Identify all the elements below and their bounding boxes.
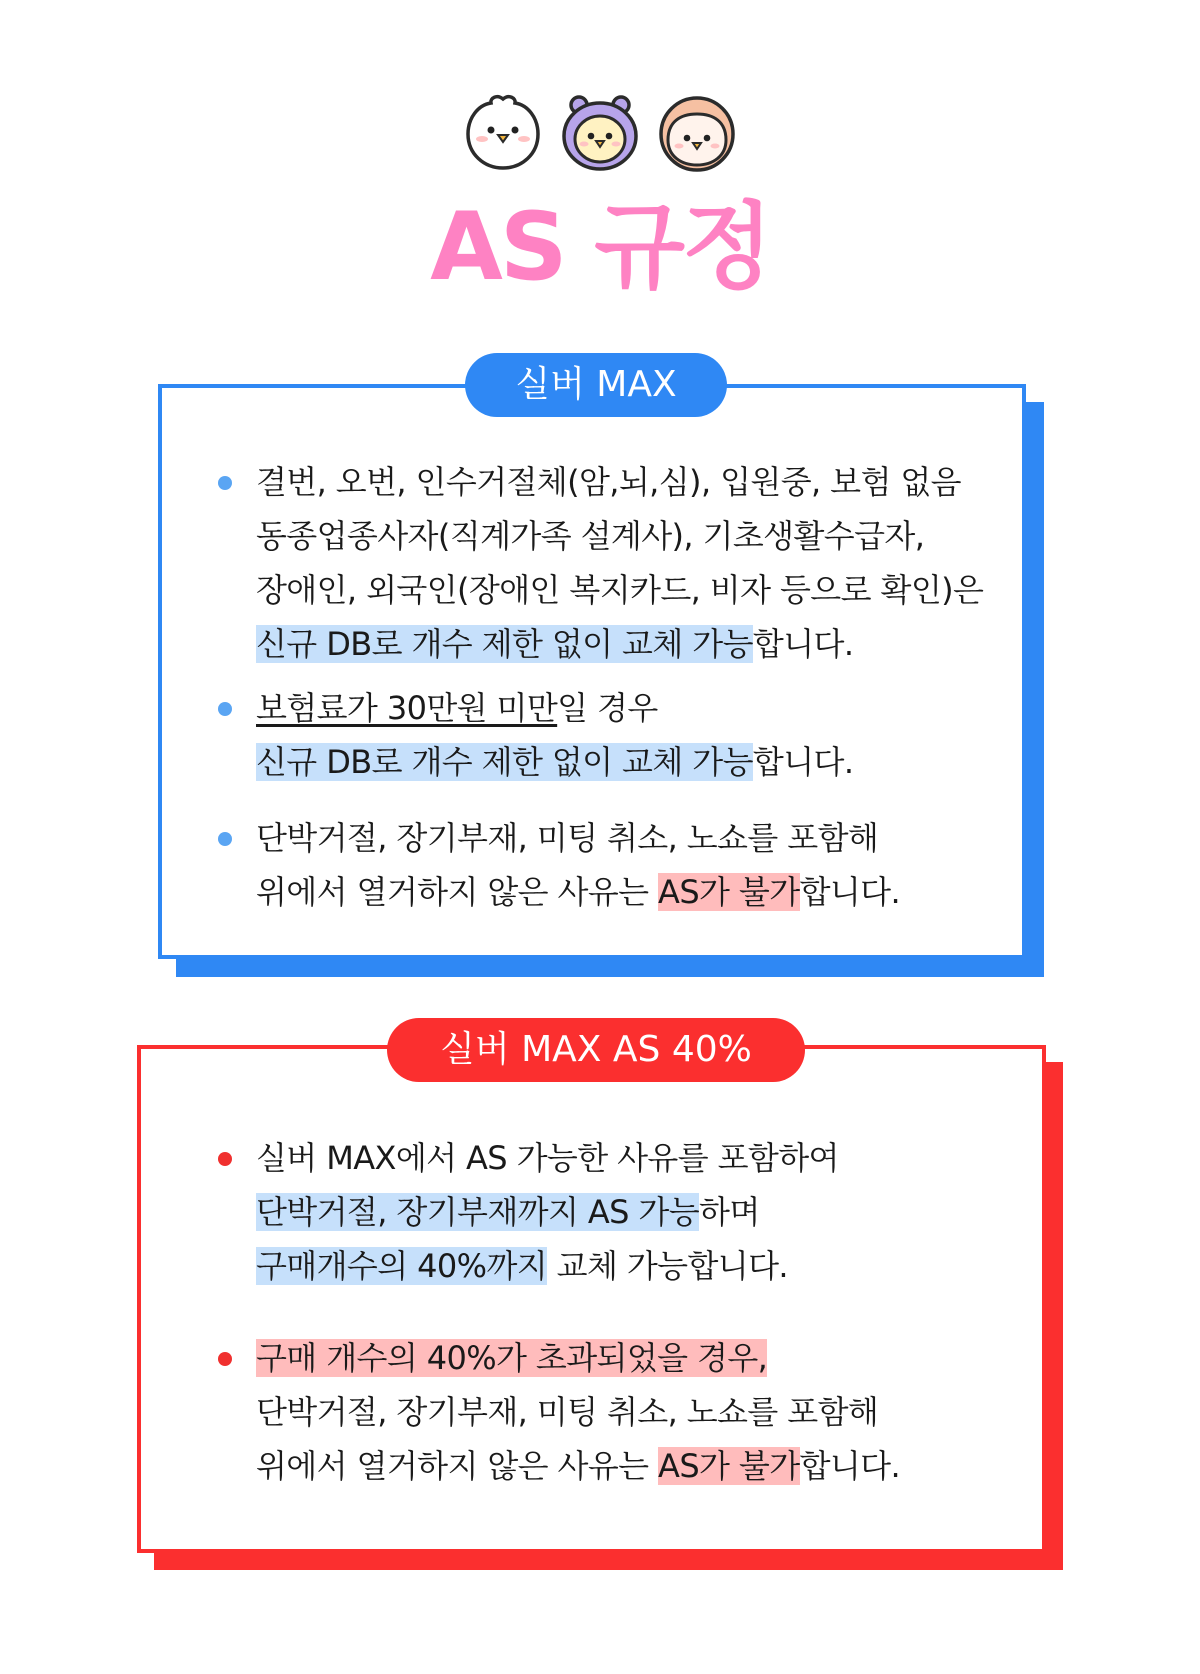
silver-max-as-label: 실버 MAX AS 40% [387,1018,805,1082]
silver-max-as-rules [218,1131,900,1493]
mascot-group [462,92,738,174]
highlighted-text: 신규 DB로 개수 제한 없이 교체 가능 [256,743,753,781]
white-bird-mascot-icon [462,92,544,174]
rule-text-segment: 위에서 열거하지 않은 사유는 [256,1447,659,1485]
bullet-dot [218,1152,232,1166]
highlighted-text: 단박거절, 장기부재까지 AS 가능 [256,1193,700,1231]
highlighted-text: 신규 DB로 개수 제한 없이 교체 가능 [256,625,753,663]
rule-text-line [256,1185,900,1239]
bullet-dot [218,476,232,490]
highlighted-text: AS가 불가 [658,1447,800,1485]
rule-text-segment: 일 경우 [557,689,658,727]
peach-haired-mascot-icon [656,92,738,174]
list-item [218,681,983,789]
rule-text-segment: 합니다. [799,873,901,911]
list-item [218,455,983,671]
highlighted-text: 구매개수의 40%까지 [256,1247,548,1285]
highlighted-text: AS가 불가 [658,873,800,911]
rule-text-line [256,1239,900,1293]
rule-text-line [256,1331,900,1385]
rule-text-line: 동종업종사자(직계가족 설계사), 기초생활수급자, [256,517,925,555]
rule-text-segment: 위에서 열거하지 않은 사유는 [256,873,659,911]
rule-text-segment: 합니다. [799,1447,901,1485]
bullet-dot [218,832,232,846]
rule-text-line: 실버 MAX에서 AS 가능한 사유를 포함하여 [256,1139,839,1177]
rule-text-segment: 하며 [699,1193,760,1231]
rule-text-line: 단박거절, 장기부재, 미팅 취소, 노쇼를 포함해 [256,819,879,857]
rule-text-line [256,681,983,735]
rule-text-line [256,865,983,919]
list-item [218,1331,900,1493]
bullet-dot [218,702,232,716]
rule-text-line [256,617,983,671]
list-item [218,1131,900,1293]
rule-text-segment: 합니다. [752,625,854,663]
highlighted-text: 구매 개수의 40%가 초과되었을 경우, [256,1339,768,1377]
rule-text-line [256,735,983,789]
rule-text-line: 단박거절, 장기부재, 미팅 취소, 노쇼를 포함해 [256,1393,879,1431]
rule-text-line [256,1439,900,1493]
underlined-text: 보험료가 30만원 미만 [256,689,558,727]
rule-text-segment: 합니다. [752,743,854,781]
silver-max-rules [218,455,983,919]
silver-max-label: 실버 MAX [465,353,727,417]
purple-hooded-chick-mascot-icon [559,92,641,174]
rule-text-line: 장애인, 외국인(장애인 복지카드, 비자 등으로 확인)은 [256,571,984,609]
bullet-dot [218,1352,232,1366]
rule-text-segment: 교체 가능합니다. [547,1247,788,1285]
page-title: AS 규정 [430,193,770,302]
list-item [218,811,983,919]
rule-text-line: 결번, 오번, 인수거절체(암,뇌,심), 입원중, 보험 없음 [256,463,961,501]
